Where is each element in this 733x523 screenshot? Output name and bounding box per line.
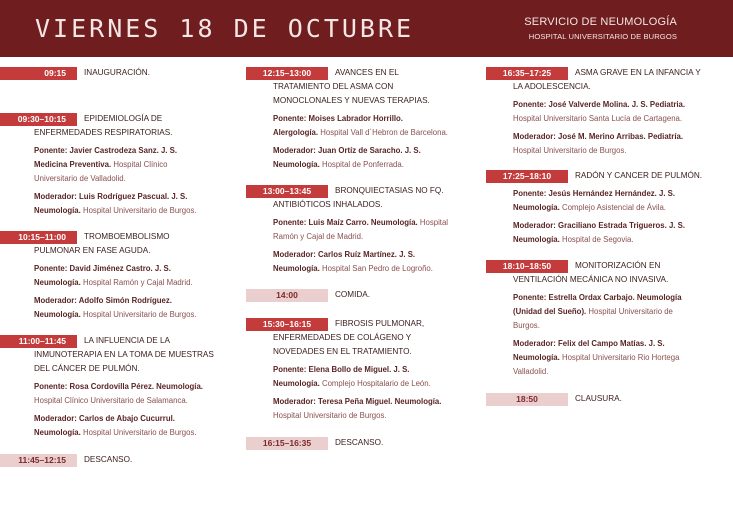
session-time: 10:15–11:00 — [0, 231, 77, 244]
session-title-cont: TRATAMIENTO DEL ASMA CON — [273, 82, 394, 91]
session-time: 09:30–10:15 — [0, 113, 77, 126]
column-2 — [246, 67, 471, 450]
session-title-cont: VENTILACIÓN MECÁNICA NO INVASIVA. — [513, 275, 669, 284]
session-block — [0, 113, 215, 218]
session-title-cont: ANTIBIÓTICOS INHALADOS. — [273, 200, 383, 209]
column-3 — [486, 67, 716, 406]
session-title-cont: NOVEDADES EN EL TRATAMIENTO. — [273, 347, 412, 356]
session-block — [246, 289, 471, 302]
moderator: Moderador: Felix del Campo Matías. J. S. Neumología. Hospital Universitario Rio Hortega Valladolid. — [513, 339, 680, 376]
session-block — [0, 335, 215, 440]
session-title-cont: PULMONAR EN FASE AGUDA. — [34, 246, 151, 255]
session-title: RADÓN Y CANCER DE PULMÓN. — [575, 171, 703, 180]
session-title: DESCANSO. — [335, 438, 384, 447]
session-title-cont: DEL CÁNCER DE PULMÓN. — [34, 364, 140, 373]
speaker: Ponente: Javier Castrodeza Sanz. J. S. Medicina Preventiva. Hospital Clínico Universitario de Valladolid. — [34, 146, 177, 183]
session-block — [0, 231, 215, 322]
session-block — [486, 260, 716, 379]
session-title: FIBROSIS PULMONAR, — [335, 319, 425, 328]
session-time: 16:15–16:35 — [246, 437, 328, 450]
speaker: Ponente: José Valverde Molina. J. S. Pediatria. Hospital Universitario Santa Lucía de Cartagena. — [513, 100, 686, 123]
session-title: EPIDEMIOLOGÍA DE — [84, 114, 163, 123]
session-time: 16:35–17:25 — [486, 67, 568, 80]
speaker: Ponente: Luis Maíz Carro. Neumología. Hospital Ramón y Cajal de Madrid. — [273, 218, 449, 241]
page-title: VIERNES 18 DE OCTUBRE — [35, 14, 415, 43]
session-time: 09:15 — [0, 67, 77, 80]
session-title: COMIDA. — [335, 290, 371, 299]
session-time: 18:50 — [486, 393, 568, 406]
session-title: TROMBOEMBOLISMO — [84, 232, 170, 241]
hospital-name: HOSPITAL UNIVERSITARIO DE BURGOS — [528, 32, 677, 41]
session-title: DESCANSO. — [84, 455, 133, 464]
session-block — [486, 170, 716, 247]
session-time: 11:45–12:15 — [0, 454, 77, 467]
moderator: Moderador: José M. Merino Arribas. Pediatría. Hospital Universitario de Burgos. — [513, 132, 683, 155]
session-block — [246, 318, 471, 423]
session-block — [0, 454, 215, 467]
session-title-cont: MONOCLONALES Y NUEVAS TERAPIAS. — [273, 96, 430, 105]
session-block — [486, 67, 716, 158]
session-title: INAUGURACIÓN. — [84, 68, 150, 77]
session-block — [486, 393, 716, 406]
session-title-cont: INMUNOTERAPIA EN LA TOMA DE MUESTRAS — [34, 350, 214, 359]
moderator: Moderador: Teresa Peña Miguel. Neumología. Hospital Universitario de Burgos. — [273, 397, 442, 420]
speaker: Ponente: Rosa Cordovilla Pérez. Neumología. Hospital Clínico Universitario de Salamanca. — [34, 382, 203, 405]
session-title: BRONQUIECTASIAS NO FQ. — [335, 186, 444, 195]
session-time: 17:25–18:10 — [486, 170, 568, 183]
moderator: Moderador: Graciliano Estrada Trigueros. J. S. Neumología. Hospital de Segovia. — [513, 221, 686, 244]
moderator: Moderador: Adolfo Simón Rodríguez. Neumología. Hospital Universitario de Burgos. — [34, 296, 197, 319]
moderator: Moderador: Luis Rodríguez Pascual. J. S. Neumología. Hospital Universitario de Burgos. — [34, 192, 197, 215]
session-time: 14:00 — [246, 289, 328, 302]
session-title-cont: ENFERMEDADES DE COLÁGENO Y — [273, 333, 412, 342]
speaker: Ponente: Jesús Hernández Hernández. J. S. Neumología. Complejo Asistencial de Ávila. — [513, 189, 676, 212]
speaker: Ponente: Estrella Ordax Carbajo. Neumología (Unidad del Sueño). Hospital Universitario de Burgos. — [513, 293, 682, 330]
session-title: CLAUSURA. — [575, 394, 622, 403]
session-title-cont: ENFERMEDADES RESPIRATORIAS. — [34, 128, 173, 137]
moderator: Moderador: Carlos Ruíz Martínez. J. S. Neumología. Hospital San Pedro de Logroño. — [273, 250, 433, 273]
speaker: Ponente: David Jiménez Castro. J. S. Neumología. Hospital Ramón y Cajal Madrid. — [34, 264, 193, 287]
session-title: MONITORIZACIÓN EN — [575, 261, 661, 270]
session-time: 11:00–11:45 — [0, 335, 77, 348]
session-title: AVANCES EN EL — [335, 68, 399, 77]
column-1 — [0, 67, 215, 467]
session-block — [246, 437, 471, 450]
session-time: 15:30–16:15 — [246, 318, 328, 331]
session-block — [0, 67, 215, 80]
moderator: Moderador: Carlos de Abajo Cucurrul. Neumología. Hospital Universitario de Burgos. — [34, 414, 197, 437]
speaker: Ponente: Elena Bollo de Miguel. J. S. Neumología. Complejo Hospitalario de León. — [273, 365, 431, 388]
session-time: 13:00–13:45 — [246, 185, 328, 198]
service-name: SERVICIO DE NEUMOLOGÍA — [524, 16, 677, 28]
session-title: ASMA GRAVE EN LA INFANCIA Y — [575, 68, 701, 77]
speaker: Ponente: Moises Labrador Horrillo. Alergología. Hospital Vall d´Hebron de Barcelona. — [273, 114, 448, 137]
header-banner — [0, 0, 733, 57]
moderator: Moderador: Juan Ortíz de Saracho. J. S. Neumología. Hospital de Ponferrada. — [273, 146, 421, 169]
session-title: LA INFLUENCIA DE LA — [84, 336, 170, 345]
session-time: 18:10–18:50 — [486, 260, 568, 273]
session-block — [246, 185, 471, 276]
session-block — [246, 67, 471, 172]
session-time: 12:15–13:00 — [246, 67, 328, 80]
session-title-cont: LA ADOLESCENCIA. — [513, 82, 591, 91]
service-info — [524, 16, 677, 41]
